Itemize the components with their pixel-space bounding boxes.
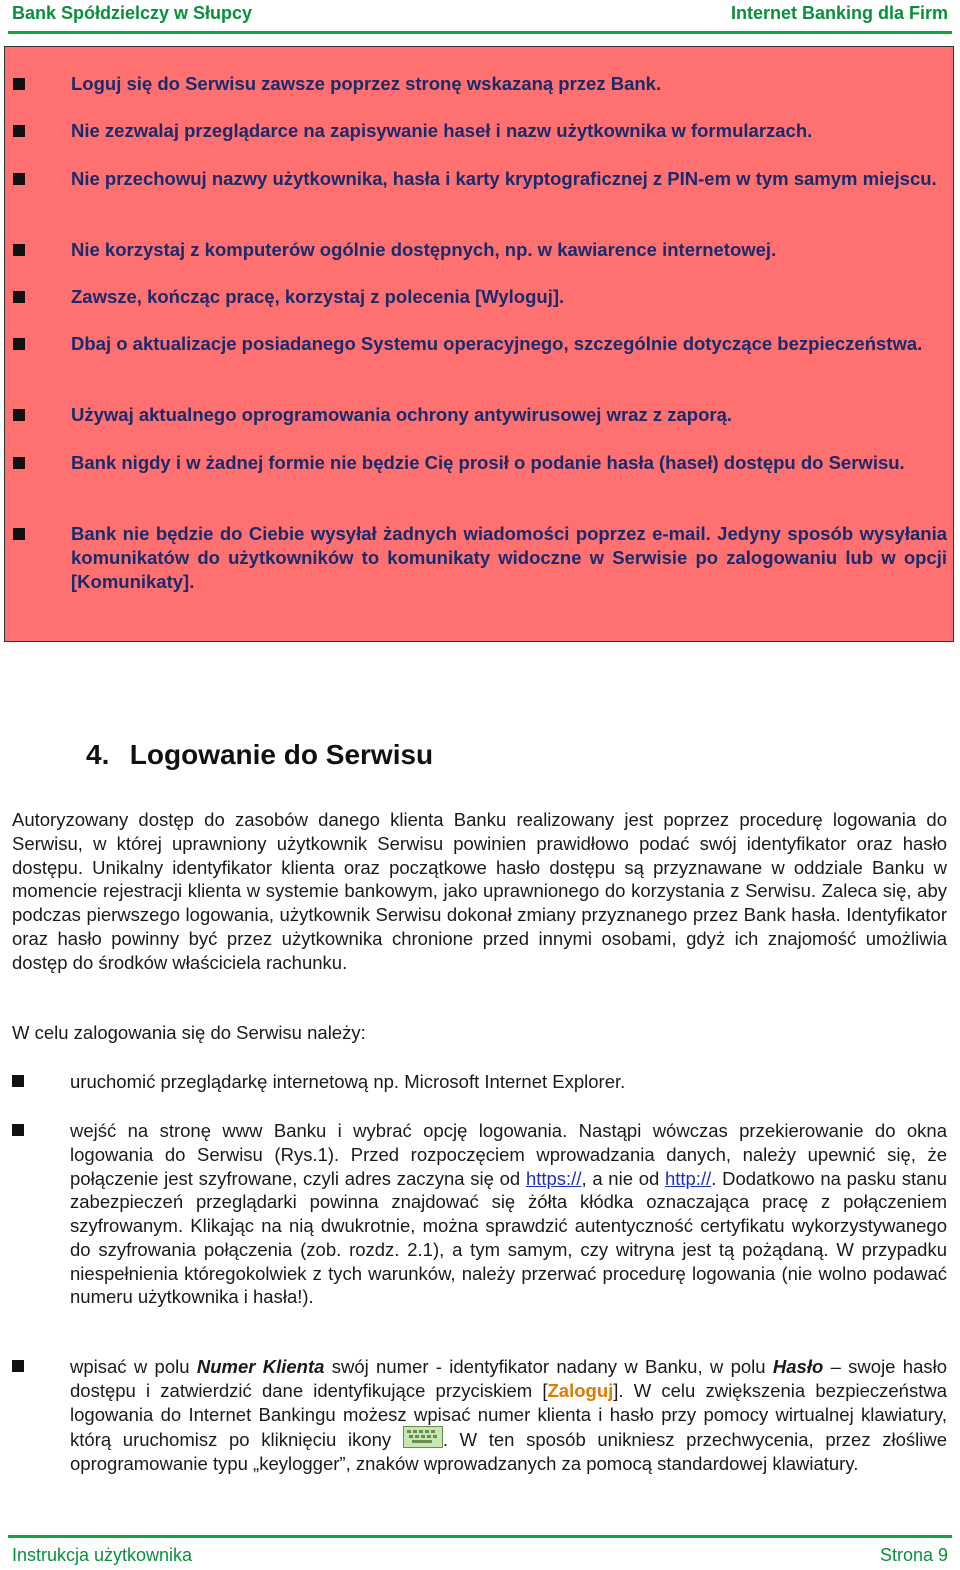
section-heading xyxy=(86,737,433,773)
bullet-icon xyxy=(13,244,25,256)
page-footer xyxy=(12,1545,948,1569)
section-title: Logowanie do Serwisu xyxy=(129,739,434,770)
bullet-icon xyxy=(12,1360,24,1372)
steps-intro: W celu zalogowania się do Serwisu należy: xyxy=(12,1022,366,1043)
step-item: wpisać w polu Numer Klienta swój numer - identyfikator nadany w Banku, w polu Hasło – swoje hasło dostępu i zatwierdzić dane identyfikujące przyciskiem [Zaloguj]. W celu zwiększenia bezpieczeństwa logowania do Internet Bankingu możesz wpisać numer klienta i hasło przy pomocy wirtualnej klawiatury, którą uruchomisz po kliknięciu ikony . W ten sposób unikniesz przechwycenia, przez złośliwe oprogramowanie typu „keylogger”, znaków wprowadzanych za pomocą standardowej klawiatury. xyxy=(70,1355,947,1476)
bullet-icon xyxy=(13,125,25,137)
warning-item: Bank nie będzie do Ciebie wysyłał żadnych wiadomości poprzez e-mail. Jedyny sposób wysyłania komunikatów do użytkowników to komunikaty widoczne w Serwisie po zalogowaniu lub w opcji [Komunikaty]. xyxy=(71,522,947,594)
header-bank-name: Bank Spółdzielczy w Słupcy xyxy=(12,3,253,23)
warning-item: Używaj aktualnego oprogramowania ochrony antywirusowej wraz z zaporą. xyxy=(71,403,947,427)
http-link[interactable]: http:// xyxy=(664,1167,712,1189)
bullet-icon xyxy=(13,409,25,421)
bullet-icon xyxy=(13,457,25,469)
warning-item: Zawsze, kończąc pracę, korzystaj z polecenia [Wyloguj]. xyxy=(71,285,947,309)
footer-doc-name: Instrukcja użytkownika xyxy=(12,1545,193,1565)
footer-divider xyxy=(8,1535,952,1538)
warning-item: Nie zezwalaj przeglądarce na zapisywanie haseł i nazw użytkownika w formularzach. xyxy=(71,119,947,143)
warning-item: Nie korzystaj z komputerów ogólnie dostępnych, np. w kawiarence internetowej. xyxy=(71,238,947,262)
intro-paragraph: Autoryzowany dostęp do zasobów danego klienta Banku realizowany jest poprzez procedurę logowania do Serwisu, w której uprawniony użytkownik Serwisu powinien prawidłowo podać swój identyfikator oraz hasło dostępu. Unikalny identyfikator klienta oraz początkowe hasło dostępu są przyznawane w oddziale Banku w momencie rejestracji klienta w systemie bankowym, jako uprawnionego do korzystania z Serwisu. Zaleca się, aby podczas pierwszego logowania, użytkownik Serwisu dokonał zmiany przyznanego przez Bank hasła. Identyfikator oraz hasło powinny być przez użytkownika chronione przed innymi osobami, gdyż ich znajomość umożliwia dostęp do środków właściciela rachunku. xyxy=(12,809,947,973)
bullet-icon xyxy=(13,173,25,185)
section-number: 4. xyxy=(86,739,110,770)
page-number: Strona 9 xyxy=(879,1545,948,1565)
step-item: uruchomić przeglądarkę internetową np. Microsoft Internet Explorer. xyxy=(70,1070,947,1094)
zaloguj-button-ref: Zaloguj xyxy=(547,1379,614,1401)
security-warning-box xyxy=(4,46,954,642)
bullet-icon xyxy=(13,338,25,350)
bullet-icon xyxy=(12,1075,24,1087)
bullet-icon xyxy=(12,1124,24,1136)
page-header xyxy=(12,0,948,30)
header-product-name: Internet Banking dla Firm xyxy=(730,3,948,23)
field-name-haslo: Hasło xyxy=(772,1356,824,1377)
field-name-numer-klienta: Numer Klienta xyxy=(196,1356,325,1377)
https-link[interactable]: https:// xyxy=(525,1167,582,1189)
warning-item: Bank nigdy i w żadnej formie nie będzie Cię prosił o podanie hasła (haseł) dostępu do Serwisu. xyxy=(71,451,947,475)
virtual-keyboard-icon[interactable] xyxy=(403,1426,443,1448)
bullet-icon xyxy=(13,78,25,90)
header-divider xyxy=(8,31,952,34)
step-item: wejść na stronę www Banku i wybrać opcję logowania. Nastąpi wówczas przekierowanie do okna logowania do Serwisu (Rys.1). Przed rozpoczęciem wprowadzania danych, należy upewnić się, że połączenie jest szyfrowane, czyli adres zaczyna się od https://, a nie od http://. Dodatkowo na pasku stanu zabezpieczeń przeglądarki powinna znajdować się żółta kłódka oznaczająca pracę z połączeniem szyfrowanym. Klikając na nią dwukrotnie, można sprawdzić autentyczność certyfikatu wykorzystywanego do szyfrowania połączenia (zob. rozdz. 2.1), a tym samym, czy witryna jest tą pożądaną. W przypadku niespełnienia któregokolwiek z tych warunków, należy przerwać procedurę logowania (nie wolno podawać numeru użytkownika i hasła!). xyxy=(70,1119,947,1309)
warning-item: Loguj się do Serwisu zawsze poprzez stronę wskazaną przez Bank. xyxy=(71,72,947,96)
warning-item: Dbaj o aktualizacje posiadanego Systemu operacyjnego, szczególnie dotyczące bezpieczeństwa. xyxy=(71,332,947,356)
bullet-icon xyxy=(13,291,25,303)
warning-item: Nie przechowuj nazwy użytkownika, hasła i karty kryptograficznej z PIN-em w tym samym miejscu. xyxy=(71,167,947,191)
bullet-icon xyxy=(13,528,25,540)
